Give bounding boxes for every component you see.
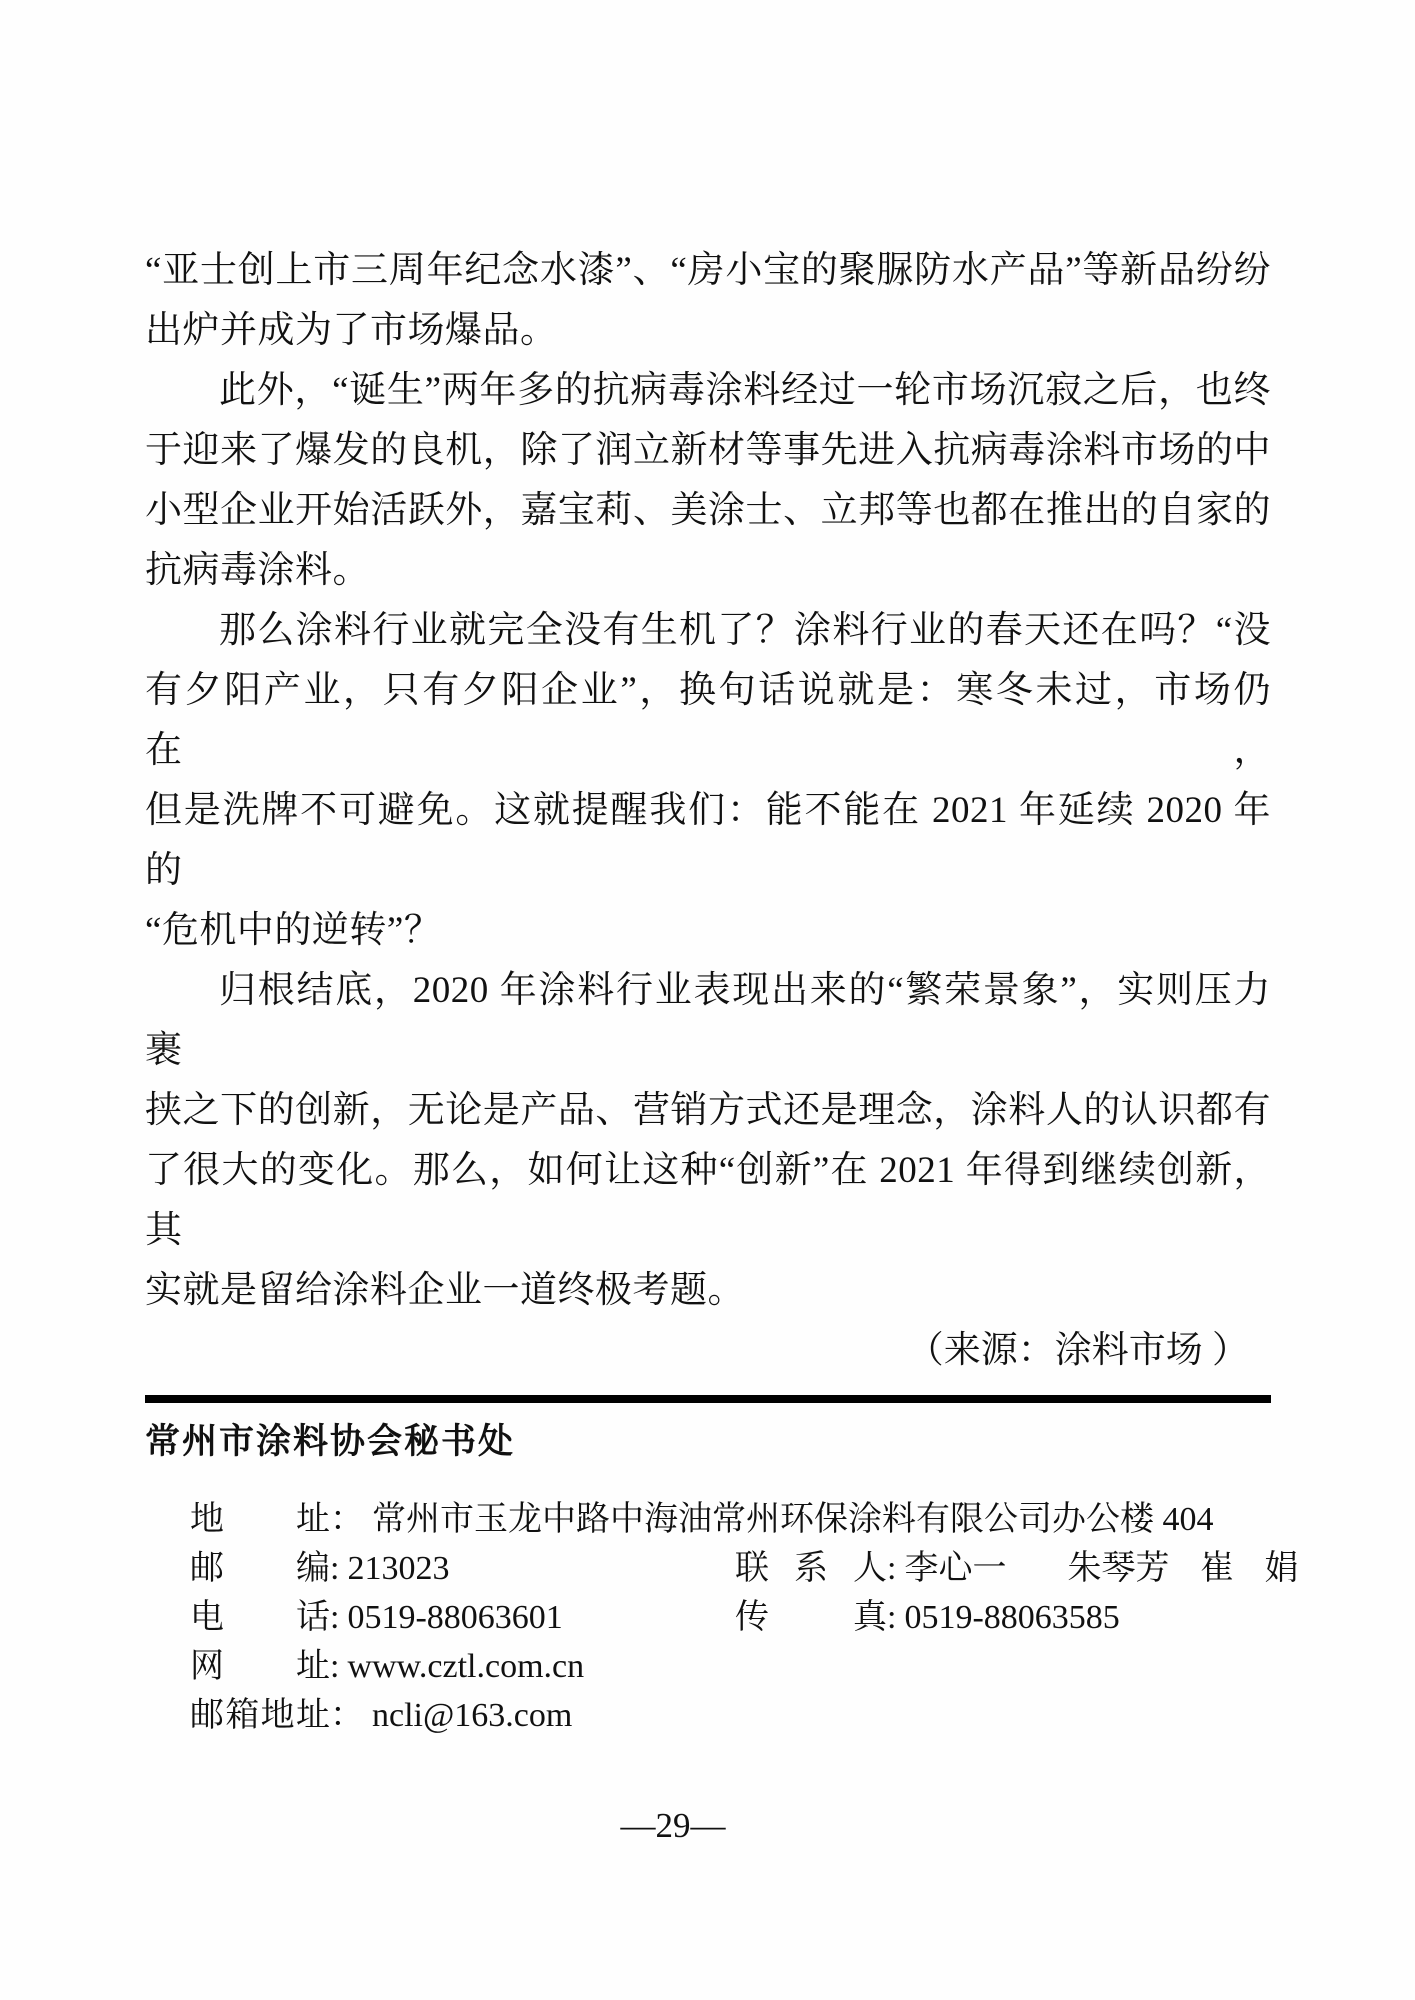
contact-person-value: 李心一 朱琴芳 崔 娟: [904, 1550, 1299, 1587]
footer-contact-block: [145, 1395, 1299, 1740]
email-label: 邮箱地址: [190, 1697, 330, 1734]
address-field: [190, 1495, 1271, 1544]
fax-separator: :: [887, 1599, 897, 1636]
body-line: 出炉并成为了市场爆品。: [145, 310, 558, 351]
website-separator: :: [330, 1648, 340, 1685]
body-line: “危机中的逆转”？: [145, 910, 442, 951]
phone-field: [190, 1593, 735, 1642]
contact-person-field: [735, 1544, 1298, 1593]
body-line: 归根结底，2020 年涂料行业表现出来的“繁荣景象”，实则压力裹: [145, 970, 1271, 1071]
phone-separator: :: [330, 1599, 340, 1636]
body-line: 但是洗牌不可避免。这就提醒我们：能不能在 2021 年延续 2020 年的: [145, 790, 1271, 891]
website-value: www.cztl.com.cn: [347, 1648, 585, 1685]
contact-person-separator: :: [887, 1550, 897, 1587]
address-label: 地址: [190, 1501, 330, 1538]
body-line: 那么涂料行业就完全没有生机了？涂料行业的春天还在吗？“没: [219, 610, 1271, 651]
body-line: 小型企业开始活跃外，嘉宝莉、美涂士、立邦等也都在推出的自家的: [145, 490, 1271, 531]
page-number: —29—: [620, 1806, 726, 1845]
phone-value: 0519-88063601: [347, 1599, 563, 1636]
body-line: 了很大的变化。那么，如何让这种“创新”在 2021 年得到继续创新，其: [145, 1150, 1271, 1251]
body-line: “亚士创上市三周年纪念水漆”、“房小宝的聚脲防水产品”等新品纷纷: [145, 250, 1271, 291]
email-value: ncli@163.com: [372, 1697, 573, 1734]
postcode-label: 邮编: [190, 1550, 330, 1587]
footer-divider: [145, 1395, 1271, 1403]
body-line: 抗病毒涂料。: [145, 550, 370, 591]
website-label: 网址: [190, 1648, 330, 1685]
phone-label: 电话: [190, 1599, 330, 1636]
body-line: 实就是留给涂料企业一道终极考题。: [145, 1270, 745, 1311]
contact-person-label: 联系人: [735, 1550, 887, 1587]
fax-field: [735, 1593, 1271, 1642]
postcode-value: 213023: [347, 1550, 450, 1587]
footer-title: 常州市涂料协会秘书处: [145, 1422, 516, 1461]
body-line: 于迎来了爆发的良机，除了润立新材等事先进入抗病毒涂料市场的中: [145, 430, 1271, 471]
website-field: [190, 1642, 1271, 1691]
body-line: 挟之下的创新，无论是产品、营销方式还是理念，涂料人的认识都有: [145, 1090, 1271, 1131]
address-value: 常州市玉龙中路中海油常州环保涂料有限公司办公楼 404: [372, 1501, 1214, 1538]
body-line: 此外，“诞生”两年多的抗病毒涂料经过一轮市场沉寂之后，也终: [219, 370, 1271, 411]
email-field: [190, 1691, 1271, 1740]
fax-label: 传真: [735, 1599, 887, 1636]
email-separator: ：: [330, 1697, 364, 1734]
body-line: 有夕阳产业，只有夕阳企业”，换句话说就是：寒冬未过，市场仍在，: [145, 670, 1271, 771]
contact-row-email: [190, 1691, 1271, 1740]
fax-value: 0519-88063585: [904, 1599, 1120, 1636]
contact-row-address: [190, 1495, 1271, 1544]
contact-row-postcode-person: [190, 1544, 1299, 1593]
contact-row-phone-fax: [190, 1593, 1271, 1642]
contact-row-website: [190, 1642, 1271, 1691]
postcode-separator: :: [330, 1550, 340, 1587]
postcode-field: [190, 1544, 735, 1593]
contact-rows: [145, 1495, 1299, 1740]
document-body: [145, 241, 1271, 1381]
address-separator: ：: [330, 1501, 364, 1538]
source-note: （来源：涂料市场 ）: [906, 1330, 1249, 1371]
